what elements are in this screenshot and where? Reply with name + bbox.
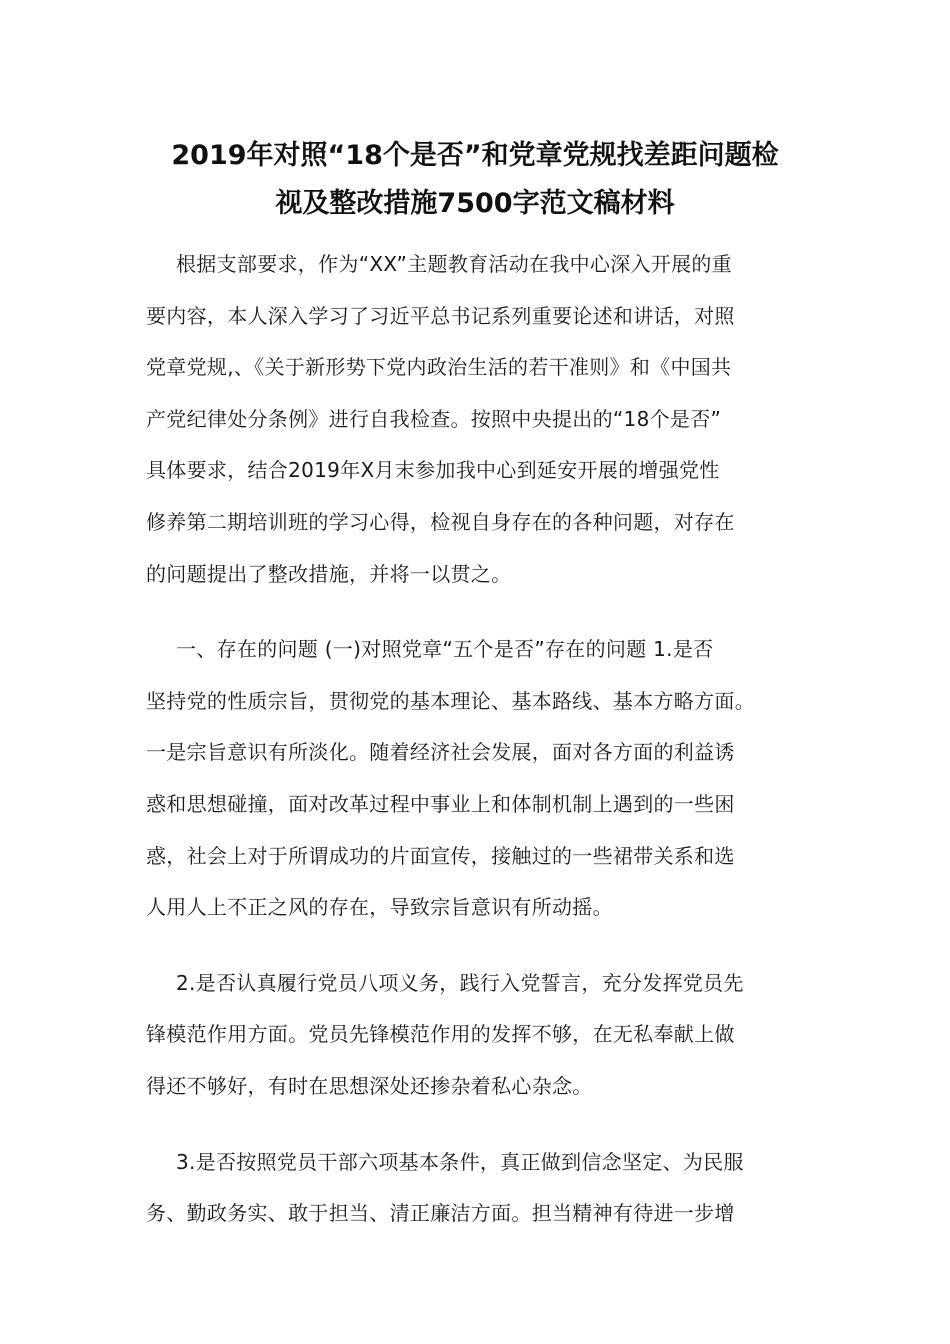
paragraph-intro xyxy=(146,239,818,600)
paragraph-line: 惑和思想碰撞，面对改革过程中事业上和体制机制上遇到的一些困 xyxy=(146,791,735,816)
paragraph-item-three xyxy=(146,1137,818,1240)
paragraph-line: 务、勤政务实、敢于担当、清正廉洁方面。担当精神有待进一步增 xyxy=(146,1201,735,1226)
paragraph-item-two xyxy=(146,958,818,1113)
document-title xyxy=(120,132,830,228)
paragraph-line: 一、存在的问题 (一)对照党章“五个是否”存在的问题 1.是否 xyxy=(176,637,714,662)
title-line: 视及整改措施7500字范文稿材料 xyxy=(275,188,675,219)
paragraph-line: 锋模范作用方面。党员先锋模范作用的发挥不够，在无私奉献上做 xyxy=(146,1022,735,1047)
paragraph-line: 人用人上不正之风的存在，导致宗旨意识有所动摇。 xyxy=(146,895,613,920)
paragraph-line: 一是宗旨意识有所淡化。随着经济社会发展，面对各方面的利益诱 xyxy=(146,740,735,765)
paragraph-line: 的问题提出了整改措施，并将一以贯之。 xyxy=(146,561,512,586)
paragraph-line: 要内容，本人深入学习了习近平总书记系列重要论述和讲话，对照 xyxy=(146,303,735,328)
document-body xyxy=(146,239,818,1264)
paragraph-line: 得还不够好，有时在思想深处还掺杂着私心杂念。 xyxy=(146,1073,593,1098)
paragraph-line: 惑，社会上对于所谓成功的片面宣传，接触过的一些裙带关系和选 xyxy=(146,843,735,868)
paragraph-line: 3.是否按照党员干部六项基本条件，真正做到信念坚定、为民服 xyxy=(176,1149,744,1174)
paragraph-section-one xyxy=(146,624,818,934)
paragraph-line: 具体要求，结合2019年X月末参加我中心到延安开展的增强党性 xyxy=(146,458,720,483)
paragraph-line: 修养第二期培训班的学习心得，检视自身存在的各种问题，对存在 xyxy=(146,509,735,534)
paragraph-line: 2.是否认真履行党员八项义务，践行入党誓言，充分发挥党员先 xyxy=(176,970,744,995)
title-line: 2019年对照“18个是否”和党章党规找差距问题检 xyxy=(171,140,779,171)
paragraph-line: 党章党规,、《关于新形势下党内政治生活的若干准则》和《中国共 xyxy=(146,355,732,380)
paragraph-line: 坚持党的性质宗旨，贯彻党的基本理论、基本路线、基本方略方面。 xyxy=(146,688,755,713)
paragraph-line: 根据支部要求，作为“XX”主题教育活动在我中心深入开展的重 xyxy=(176,252,733,276)
paragraph-line: 产党纪律处分条例》进行自我检查。按照中央提出的“18个是否” xyxy=(146,406,722,431)
